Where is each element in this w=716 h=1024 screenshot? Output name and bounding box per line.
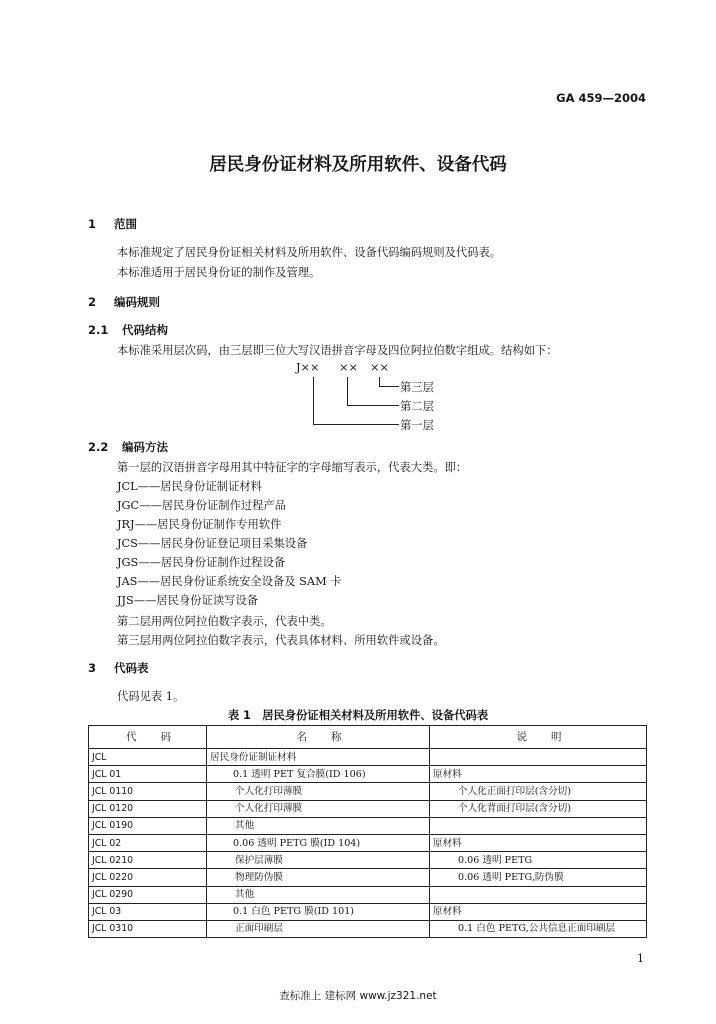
- code-cell: JCL 01: [89, 766, 207, 783]
- category-code: JCS: [117, 537, 138, 550]
- section-2-heading: [88, 294, 160, 310]
- code-cell: JCL 0210: [89, 852, 207, 869]
- connector-second: [347, 405, 399, 406]
- name-cell: 居民身份证制证材料: [207, 749, 430, 766]
- connector-first: [313, 377, 314, 424]
- description-cell: [430, 817, 647, 834]
- category-description: 居民身份证登记项目采集设备: [160, 537, 308, 550]
- category-code: JRJ: [117, 518, 135, 531]
- column-header-description: 说 明: [430, 726, 647, 749]
- column-header-name: 名 称: [207, 726, 430, 749]
- section-2-2-intro: 第一层的汉语拼音字母用其中特征字的字母缩写表示，代表大类。即：: [117, 461, 468, 474]
- table-row: [89, 749, 647, 766]
- standard-number: GA 459—2004: [556, 91, 646, 105]
- section-title: 代码表: [114, 661, 149, 675]
- section-2-2-second-layer-note: 第二层用两位阿拉伯数字表示，代表中类。: [117, 615, 332, 628]
- connector-third: [379, 386, 399, 387]
- table-row: [89, 783, 647, 800]
- description-cell: 个人化正面打印层(含分切): [430, 783, 647, 800]
- table-body: [89, 749, 647, 938]
- name-cell: 0.1 白色 PETG 膜(ID 101): [207, 903, 430, 920]
- name-cell: 0.06 透明 PETG 膜(ID 104): [207, 834, 430, 851]
- name-cell: 其他: [207, 886, 430, 903]
- category-code: JGS: [117, 556, 139, 569]
- category-description: 居民身份证制作过程设备: [160, 556, 286, 569]
- category-list-item: [117, 478, 262, 494]
- name-cell: 个人化打印薄膜: [207, 783, 430, 800]
- name-cell: 0.1 透明 PET 复合膜(ID 106): [207, 766, 430, 783]
- code-cell: JCL 0190: [89, 817, 207, 834]
- name-cell: 物理防伪膜: [207, 869, 430, 886]
- table-row: [89, 834, 647, 851]
- page-number: 1: [637, 952, 644, 965]
- table-row: [89, 903, 647, 920]
- category-description: 居民身份证制证材料: [160, 480, 262, 493]
- dash: ——: [138, 556, 161, 569]
- column-header-code: 代 码: [89, 726, 207, 749]
- section-number: 2.1: [88, 323, 109, 337]
- code-cell: JCL 0310: [89, 920, 207, 937]
- section-title: 编码方法: [122, 440, 168, 454]
- connector-third: [379, 377, 380, 386]
- section-number: 1: [88, 217, 97, 231]
- name-cell: 个人化打印薄膜: [207, 800, 430, 817]
- table-row: [89, 886, 647, 903]
- label-first-layer: 第一层: [400, 419, 434, 432]
- section-2-1-paragraph: 本标准采用层次码，由三层即三位大写汉语拼音字母及四位阿拉伯数字组成。结构如下：: [117, 344, 558, 357]
- section-1-paragraph-1: 本标准规定了居民身份证相关材料及所用软件、设备代码编码规则及代码表。: [117, 246, 502, 259]
- table-row: [89, 817, 647, 834]
- connector-second: [347, 377, 348, 405]
- section-number: 3: [88, 661, 97, 675]
- table-caption: 表 1 居民身份证相关材料及所用软件、设备代码表: [227, 709, 489, 722]
- description-cell: 0.1 白色 PETG,公共信息正面印刷层: [430, 920, 647, 937]
- section-title: 编码规则: [114, 295, 160, 309]
- code-table: [88, 725, 647, 938]
- label-third-layer: 第三层: [400, 381, 434, 394]
- section-1-heading: [88, 216, 137, 232]
- section-2-2-heading: [88, 439, 168, 455]
- code-cell: JCL 0110: [89, 783, 207, 800]
- description-cell: 原材料: [430, 903, 647, 920]
- name-cell: 其他: [207, 817, 430, 834]
- description-cell: 0.06 透明 PETG,防伪膜: [430, 869, 647, 886]
- footer-watermark: 查标准上 建标网 www.jz321.net: [279, 990, 437, 1002]
- category-list-item: [117, 592, 258, 608]
- category-code: JGC: [117, 499, 140, 512]
- table-row: [89, 800, 647, 817]
- table-row: [89, 852, 647, 869]
- dash: ——: [137, 480, 161, 493]
- section-3-paragraph: 代码见表 1。: [117, 690, 185, 703]
- section-2-2-third-layer-note: 第三层用两位阿拉伯数字表示，代表具体材料、所用软件或设备。: [117, 634, 445, 647]
- code-cell: JCL 02: [89, 834, 207, 851]
- section-title: 代码结构: [122, 323, 168, 337]
- section-2-1-heading: [88, 322, 168, 338]
- section-number: 2: [88, 295, 97, 309]
- section-3-heading: [88, 660, 149, 676]
- document-title: 居民身份证材料及所用软件、设备代码: [209, 155, 507, 175]
- dash: ——: [134, 518, 158, 531]
- description-cell: 原材料: [430, 766, 647, 783]
- table-row: [89, 869, 647, 886]
- category-code: JAS: [117, 575, 138, 588]
- code-part-first-layer: J××: [296, 361, 320, 374]
- name-cell: 保护层薄膜: [207, 852, 430, 869]
- category-list-item: [117, 554, 285, 570]
- table-row: [89, 920, 647, 937]
- category-description: 居民身份证制作专用软件: [157, 518, 282, 531]
- description-cell: 0.06 透明 PETG: [430, 852, 647, 869]
- category-list-item: [117, 535, 307, 551]
- category-code: JCL: [117, 480, 138, 493]
- category-description: 居民身份证制作过程产品: [161, 499, 287, 512]
- label-second-layer: 第二层: [400, 400, 434, 413]
- code-cell: JCL 03: [89, 903, 207, 920]
- code-cell: JCL 0120: [89, 800, 207, 817]
- table-header-row: [89, 726, 647, 749]
- connector-first: [313, 424, 399, 425]
- description-cell: [430, 749, 647, 766]
- code-part-second-layer: ××: [339, 361, 358, 374]
- category-description: 居民身份证系统安全设备及 SAM 卡: [160, 575, 342, 588]
- code-cell: JCL 0220: [89, 869, 207, 886]
- category-list-item: [117, 497, 286, 513]
- code-part-third-layer: ××: [370, 361, 389, 374]
- code-cell: JCL 0290: [89, 886, 207, 903]
- category-code: JJS: [117, 594, 134, 607]
- section-title: 范围: [114, 217, 137, 231]
- description-cell: [430, 886, 647, 903]
- dash: ——: [133, 594, 157, 607]
- description-cell: 原材料: [430, 834, 647, 851]
- category-list-item: [117, 573, 342, 589]
- dash: ——: [137, 575, 161, 588]
- dash: ——: [137, 537, 161, 550]
- dash: ——: [139, 499, 162, 512]
- section-number: 2.2: [88, 440, 109, 454]
- section-1-paragraph-2: 本标准适用于居民身份证的制作及管理。: [117, 266, 321, 279]
- name-cell: 正面印刷层: [207, 920, 430, 937]
- category-list-item: [117, 516, 281, 532]
- code-cell: JCL: [89, 749, 207, 766]
- category-description: 居民身份证读写设备: [156, 594, 259, 607]
- description-cell: 个人化背面打印层(含分切): [430, 800, 647, 817]
- table-row: [89, 766, 647, 783]
